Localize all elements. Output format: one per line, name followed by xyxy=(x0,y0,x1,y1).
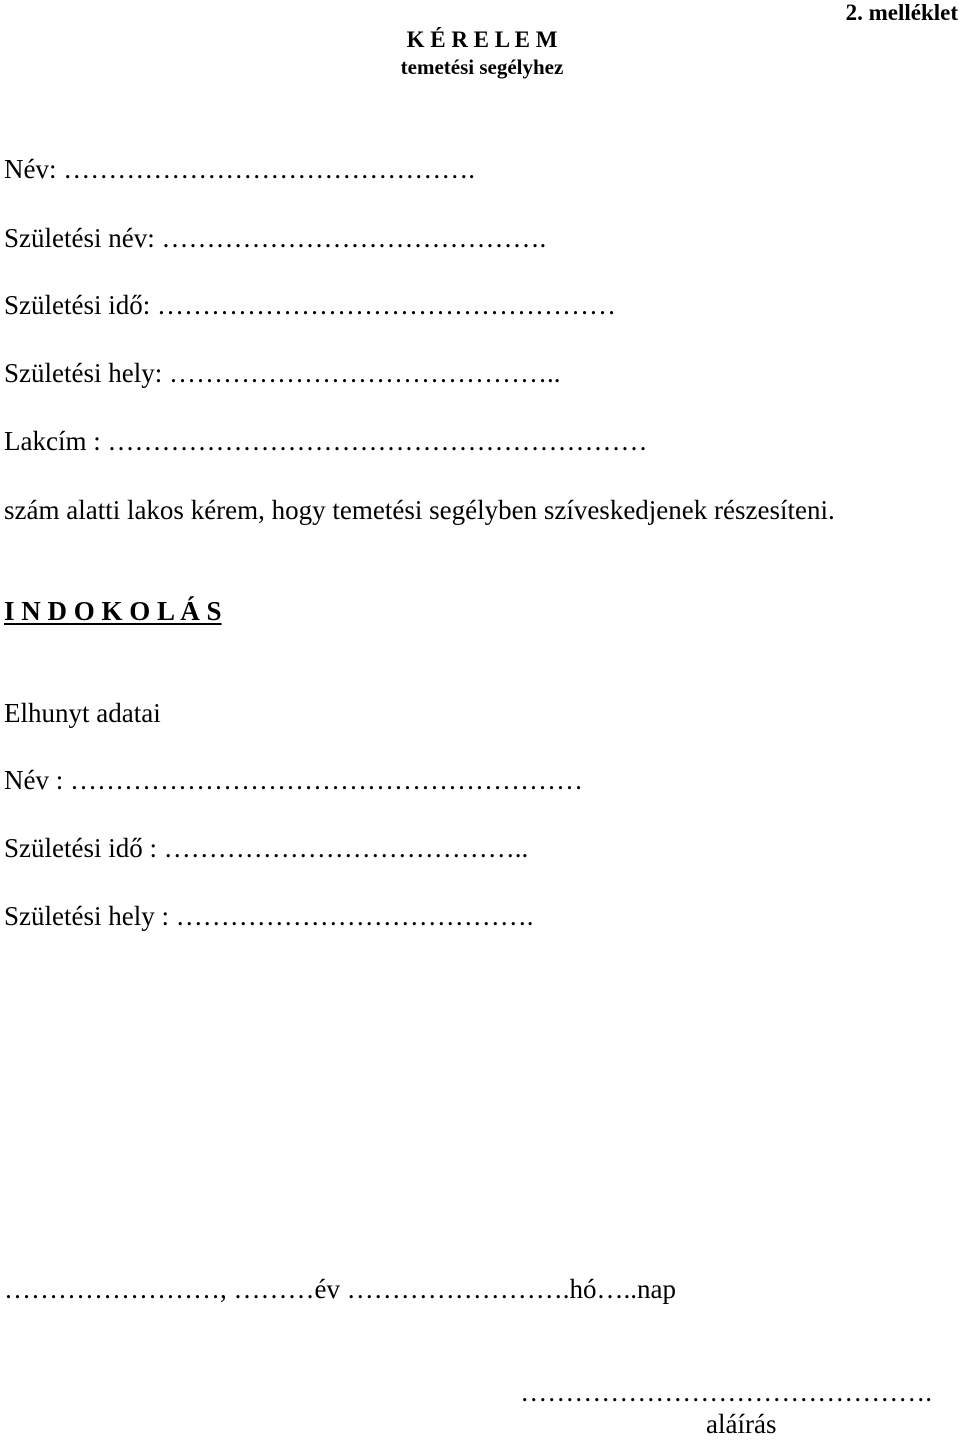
document-subtitle: temetési segélyhez xyxy=(400,55,564,79)
title-block xyxy=(384,26,580,81)
applicant-birth-place-field: Születési hely: …………………………………….. xyxy=(4,358,561,388)
justification-heading: I N D O K O L Á S xyxy=(4,596,222,626)
date-line: ……………………, ………év …………………….hó…..nap xyxy=(4,1274,676,1304)
deceased-birth-place-field: Születési hely : …………………………………. xyxy=(4,901,534,931)
applicant-birth-date-field: Születési idő: …………………………………………… xyxy=(4,290,616,320)
deceased-name-field: Név : ………………………………………………… xyxy=(4,765,583,795)
annex-label: 2. melléklet xyxy=(845,0,958,25)
signature-label: aláírás xyxy=(706,1409,777,1439)
deceased-birth-date-field: Születési idő : ………………………………….. xyxy=(4,833,529,863)
deceased-section-label: Elhunyt adatai xyxy=(4,698,161,728)
applicant-birth-name-field: Születési név: ……………………………………. xyxy=(4,223,547,253)
document-title: K É R E L E M xyxy=(406,27,558,52)
request-text: szám alatti lakos kérem, hogy temetési segélyben szíveskedjenek részesíteni. xyxy=(4,495,835,525)
applicant-name-field: Név: ………………………………………. xyxy=(4,154,475,184)
signature-line: ………………………………………. xyxy=(520,1377,932,1407)
applicant-address-field: Lakcím : …………………………………………………… xyxy=(4,426,648,456)
